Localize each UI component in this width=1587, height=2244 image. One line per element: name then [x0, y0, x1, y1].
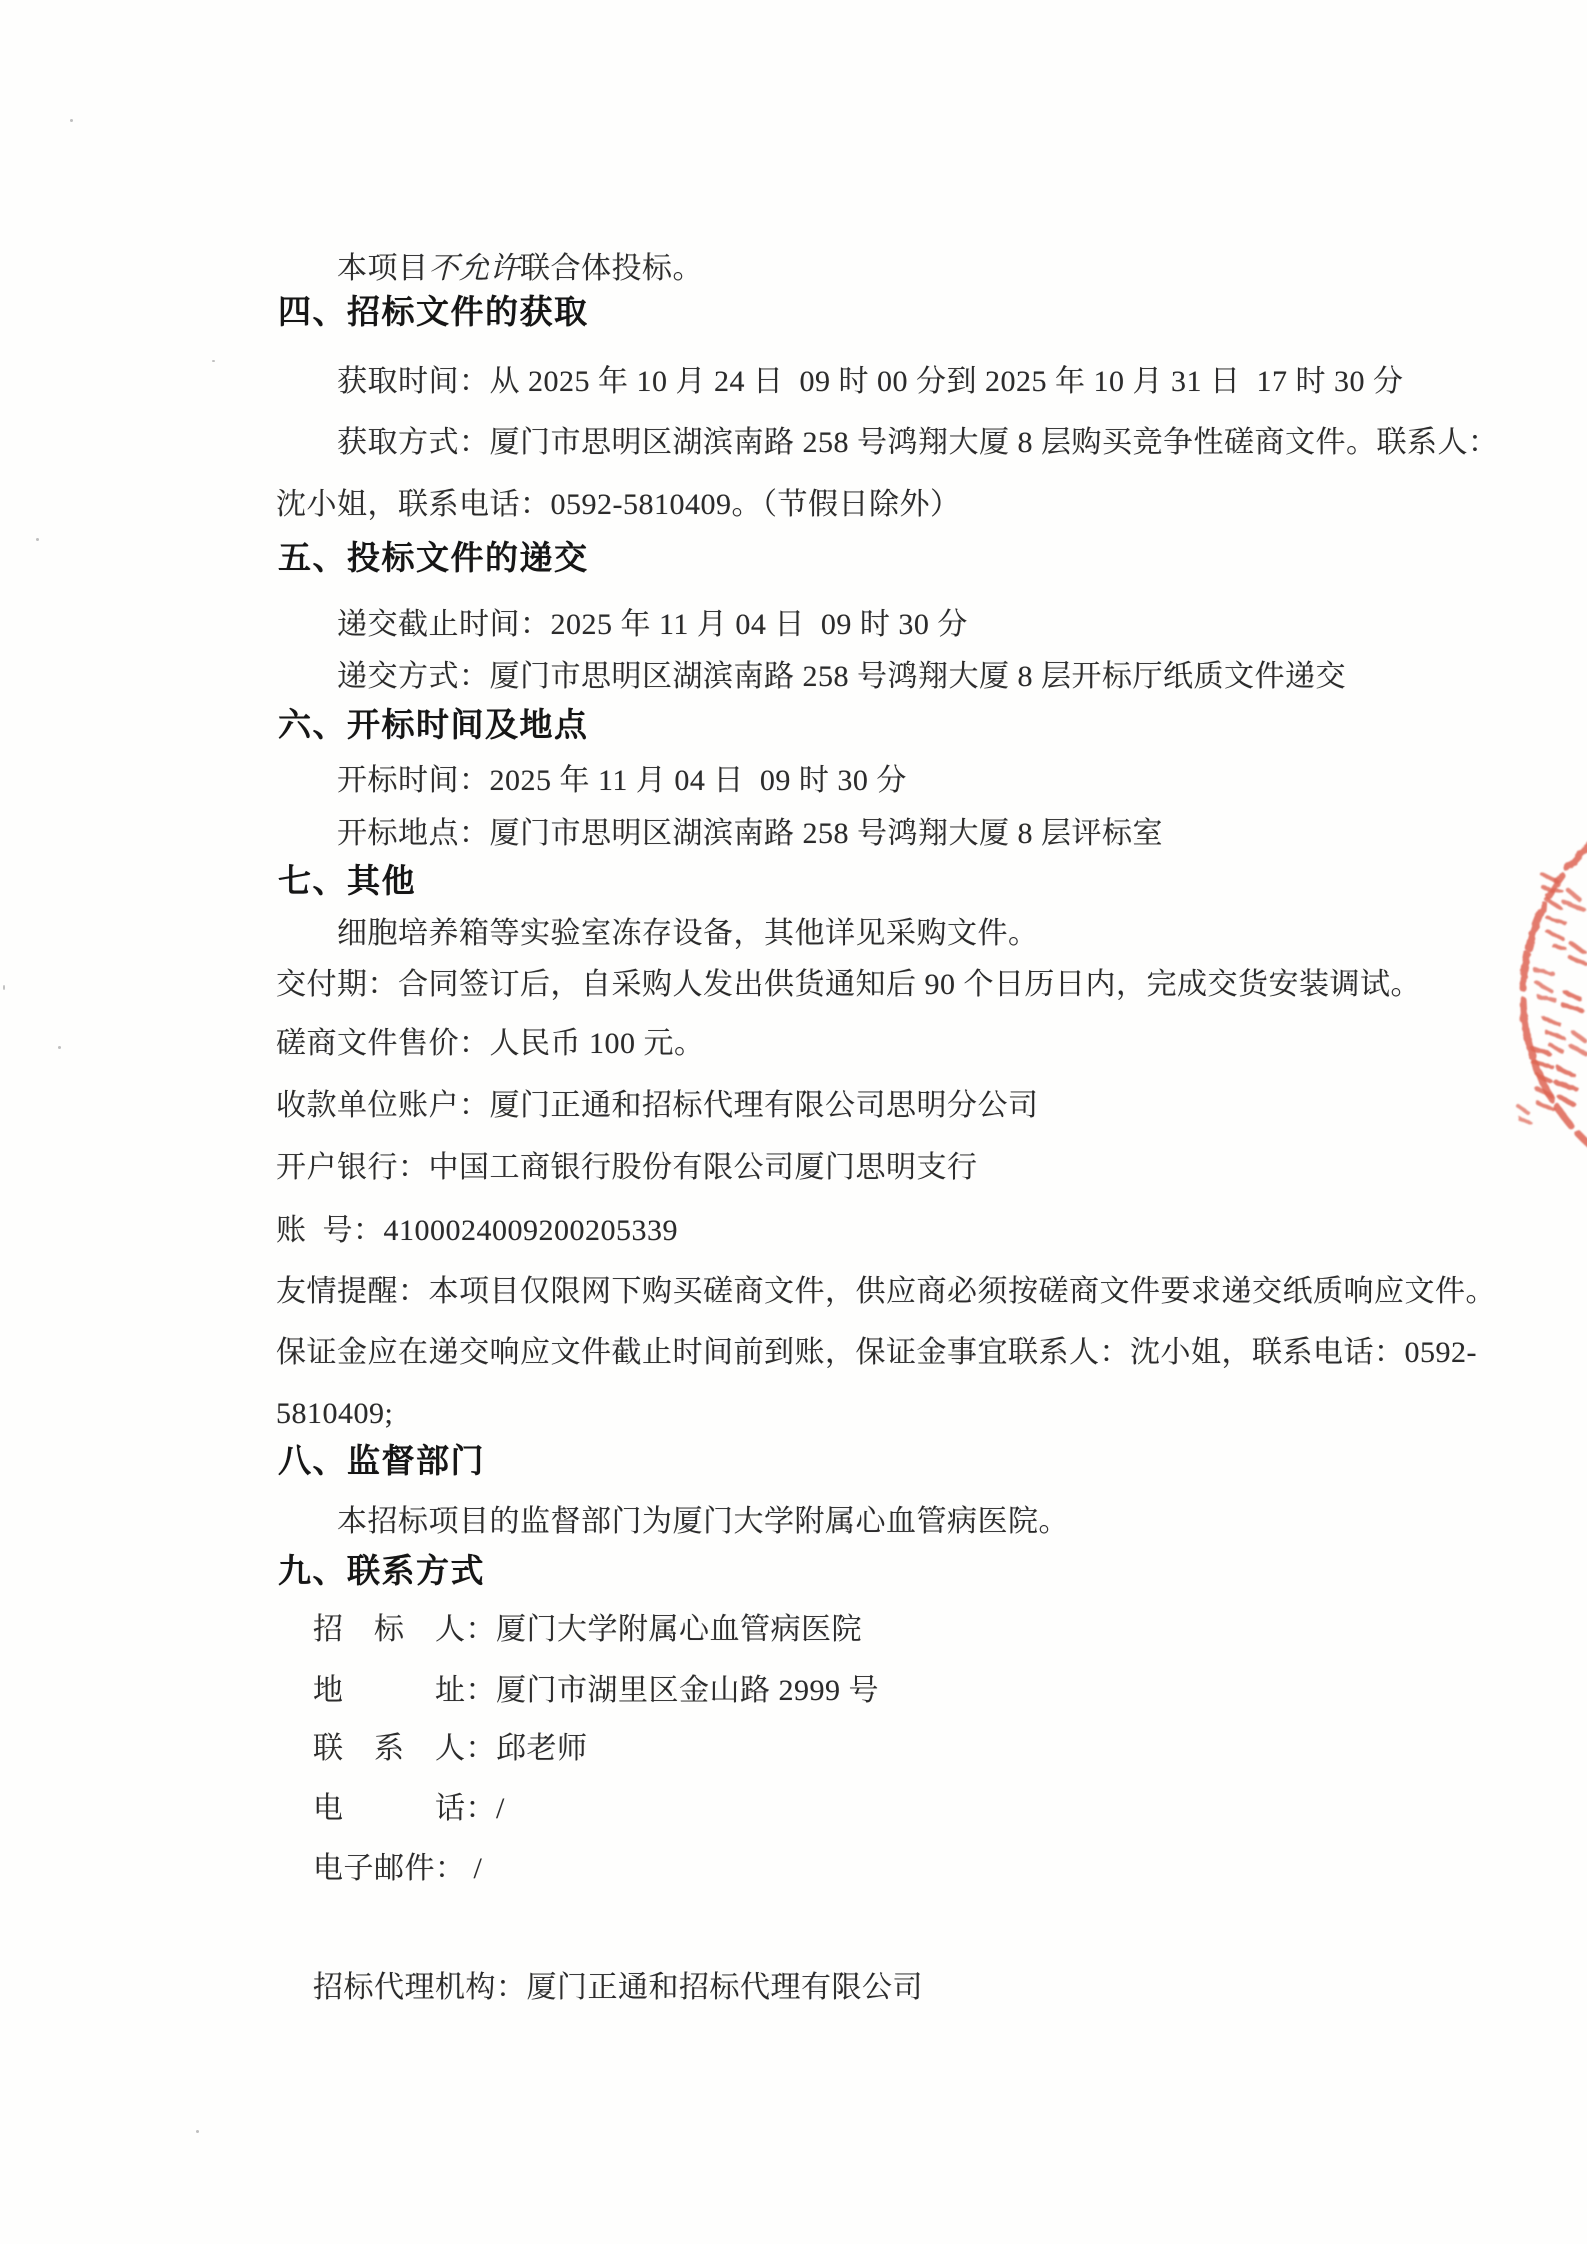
section-heading-8-supervisory-department: 八、监督部门	[278, 1442, 485, 1479]
delivery-period-line: 交付期：合同签订后，自采购人发出供货通知后 90 个日历日内，完成交货安装调试。	[276, 968, 1421, 1001]
red-seal-stamp	[1480, 840, 1587, 1160]
phone-line: 电 话：/	[313, 1792, 505, 1825]
reminder-line-2: 保证金应在递交响应文件截止时间前到账，保证金事宜联系人：沈小姐，联系电话：0592-	[276, 1336, 1477, 1369]
scan-speck	[36, 538, 39, 541]
acquisition-time-line: 获取时间：从 2025 年 10 月 24 日 09 时 00 分到 2025 年 10 月 31 日 17 时 30 分	[337, 365, 1404, 398]
section-heading-6-bid-opening: 六、开标时间及地点	[278, 706, 589, 743]
opening-place-line: 开标地点：厦门市思明区湖滨南路 258 号鸿翔大厦 8 层评标室	[337, 817, 1163, 850]
scan-speck	[212, 360, 215, 362]
payee-account-name-line: 收款单位账户：厦门正通和招标代理有限公司思明分公司	[276, 1089, 1039, 1122]
acquisition-method-line-1: 获取方式：厦门市思明区湖滨南路 258 号鸿翔大厦 8 层购买竞争性磋商文件。联系人：	[337, 426, 1499, 459]
intro-emphasis-no-consortium: 不允许	[428, 252, 520, 285]
section-heading-5-bid-submission: 五、投标文件的递交	[278, 539, 589, 576]
reminder-line-1: 友情提醒：本项目仅限网下购买磋商文件，供应商必须按磋商文件要求递交纸质响应文件。	[276, 1275, 1496, 1308]
submission-deadline-line: 递交截止时间：2025 年 11 月 04 日 09 时 30 分	[337, 608, 968, 641]
reminder-line-3-phone-continuation: 5810409;	[276, 1397, 394, 1430]
scan-speck	[70, 119, 73, 122]
email-line: 电子邮件： /	[313, 1852, 483, 1885]
submission-method-line: 递交方式：厦门市思明区湖滨南路 258 号鸿翔大厦 8 层开标厅纸质文件递交	[337, 660, 1346, 693]
agency-line: 招标代理机构：厦门正通和招标代理有限公司	[313, 1971, 923, 2004]
intro-line	[337, 250, 703, 288]
equipment-description-line: 细胞培养箱等实验室冻存设备，其他详见采购文件。	[337, 917, 1039, 950]
acquisition-method-line-2: 沈小姐，联系电话：0592-5810409。（节假日除外）	[276, 488, 961, 521]
account-number-line: 账 号：4100024009200205339	[276, 1214, 678, 1247]
contact-person-line: 联 系 人：邱老师	[313, 1732, 588, 1765]
section-heading-9-contact-info: 九、联系方式	[278, 1552, 485, 1589]
scan-speck	[58, 1046, 61, 1049]
address-line: 地 址：厦门市湖里区金山路 2999 号	[313, 1674, 879, 1707]
document-price-line: 磋商文件售价：人民币 100 元。	[276, 1027, 705, 1060]
tenderee-line: 招 标 人：厦门大学附属心血管病医院	[313, 1613, 862, 1646]
scan-speck	[3, 985, 5, 990]
intro-pre: 本项目	[337, 252, 429, 285]
supervisor-line: 本招标项目的监督部门为厦门大学附属心血管病医院。	[337, 1505, 1069, 1538]
section-heading-7-other: 七、其他	[278, 862, 416, 899]
scan-speck	[196, 2130, 199, 2133]
opening-time-line: 开标时间：2025 年 11 月 04 日 09 时 30 分	[337, 764, 907, 797]
section-heading-4-document-acquisition: 四、招标文件的获取	[278, 293, 589, 330]
bank-line: 开户银行：中国工商银行股份有限公司厦门思明支行	[276, 1151, 978, 1184]
intro-post: 联合体投标。	[520, 252, 703, 285]
